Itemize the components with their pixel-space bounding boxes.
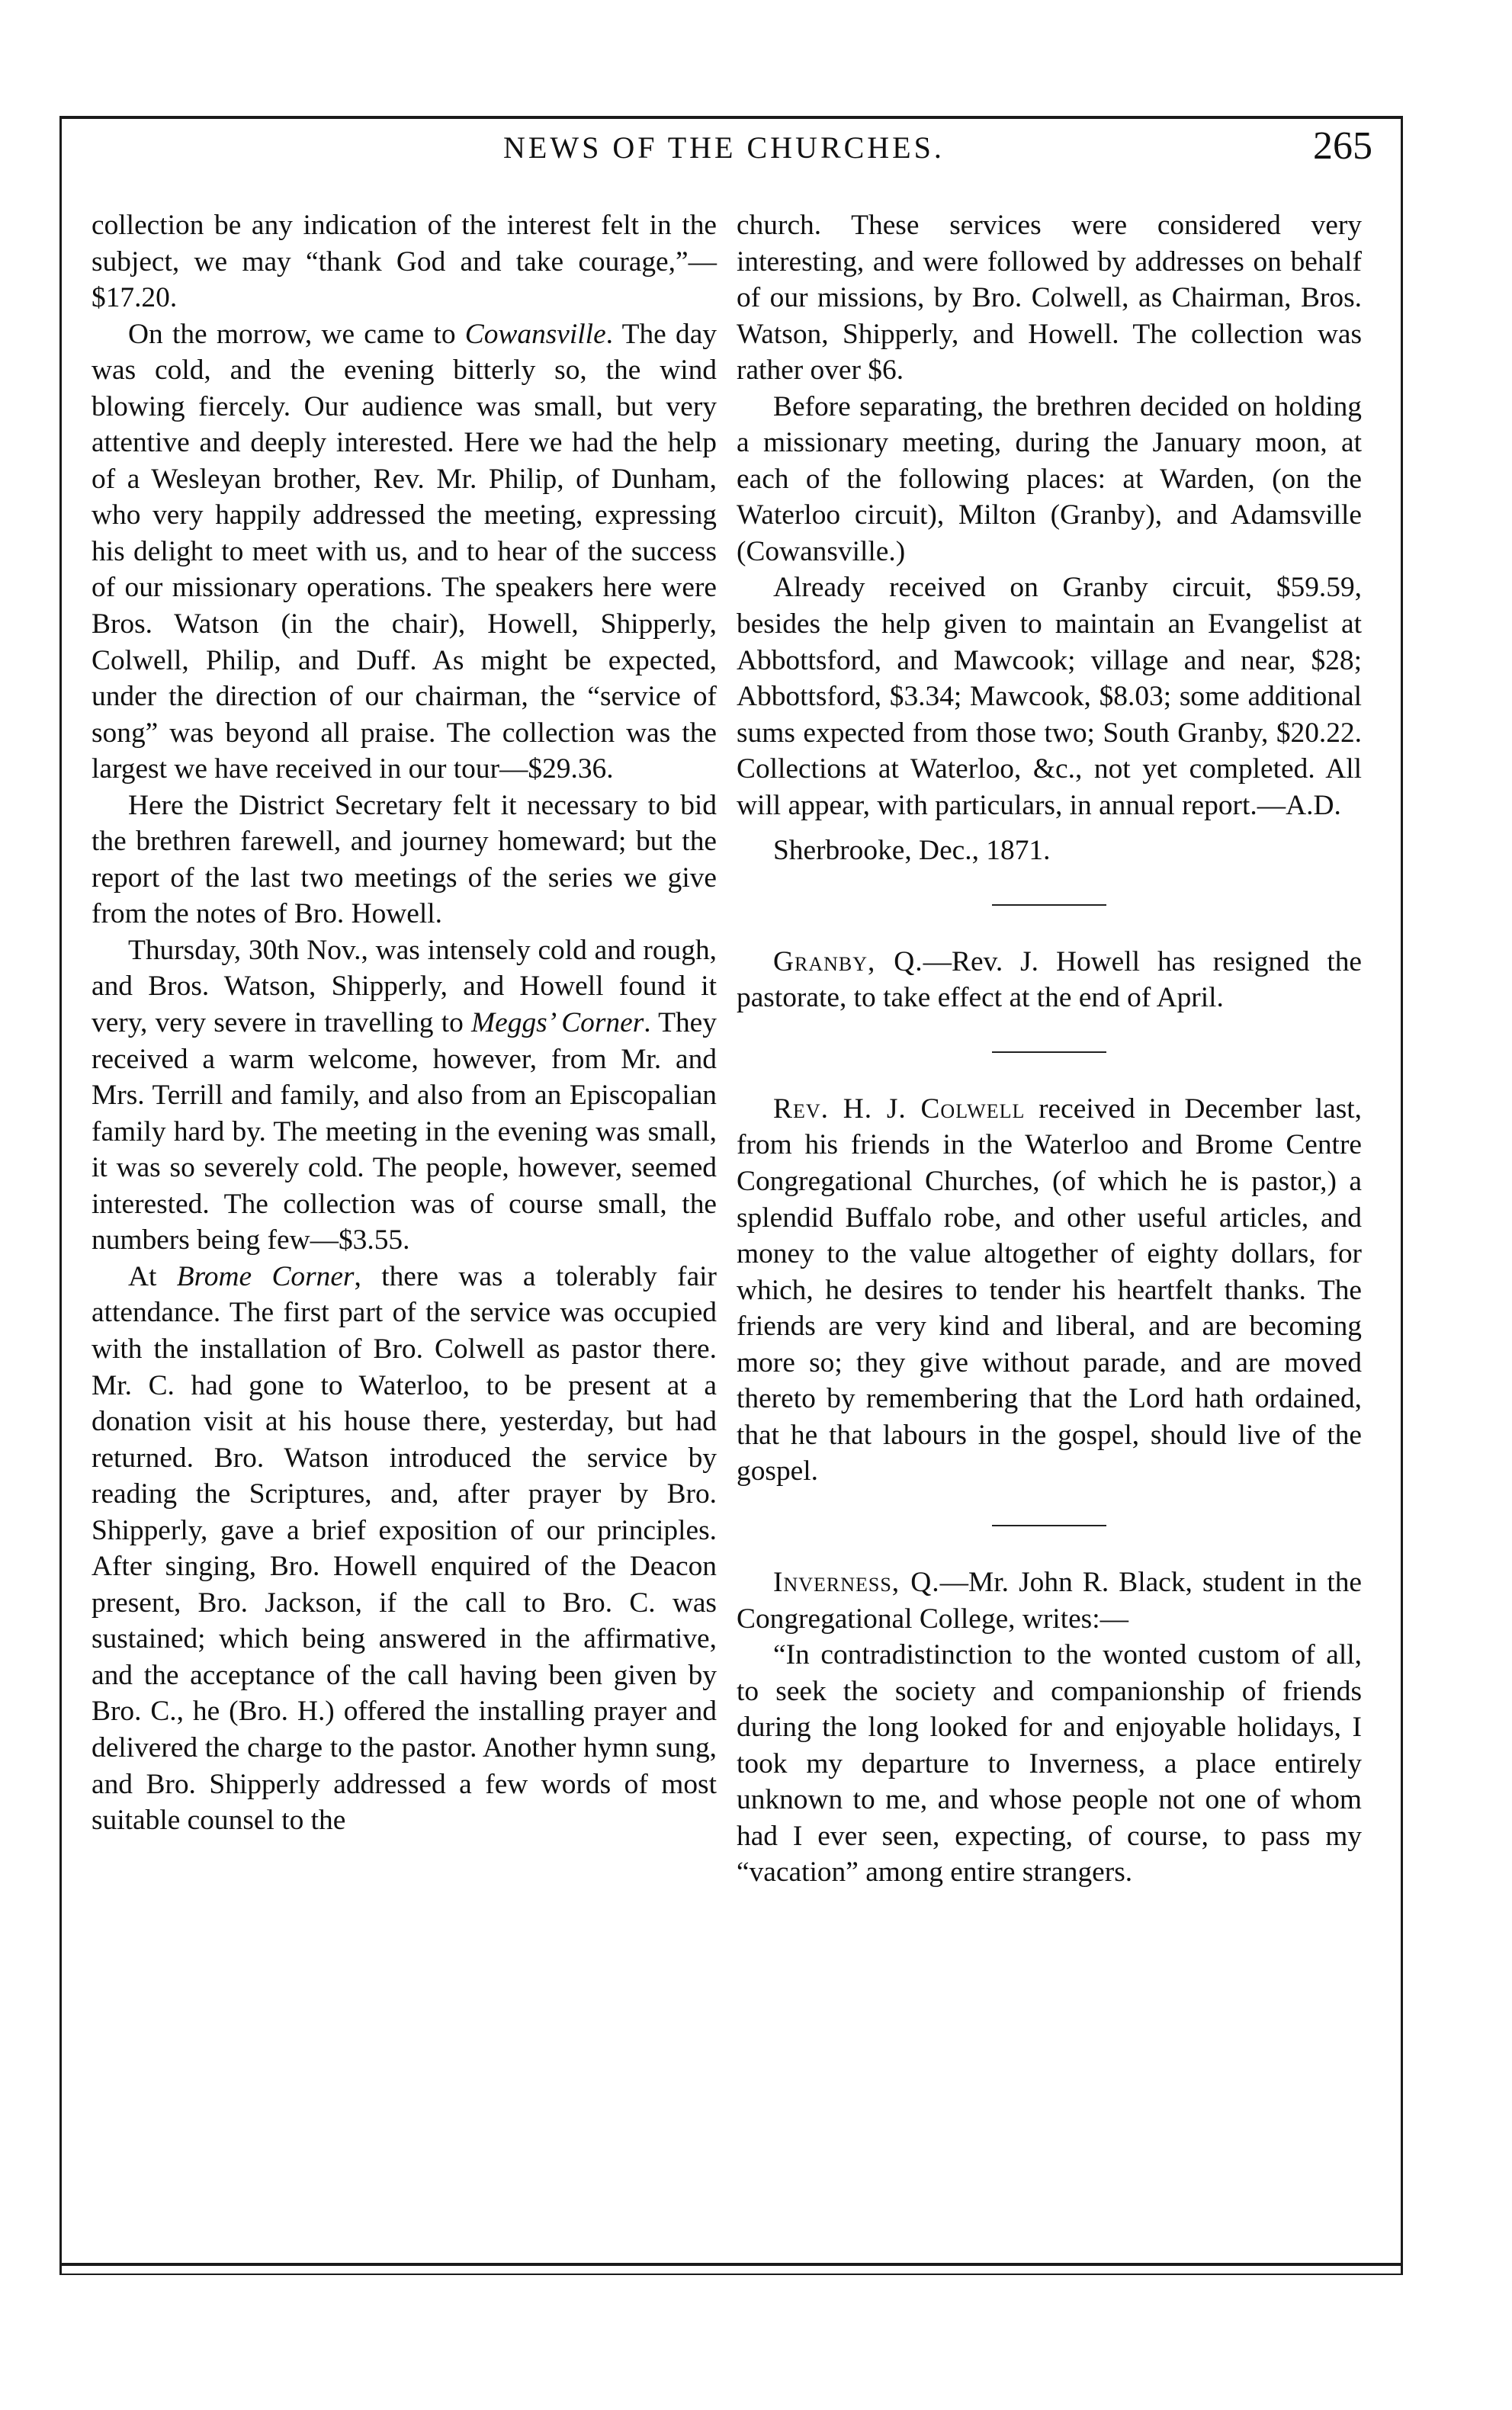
page-number: 265	[1313, 124, 1372, 168]
news-text-inverness: —Mr. John R. Black, student in the Congregational College, writes:—	[737, 1566, 1363, 1635]
paragraph-district-secretary: Here the District Secretary felt it necessary to bid the brethren farewell, and journey homeward; but the report of the last two meetings of the series we give from the notes of Bro. Howell.	[91, 789, 717, 930]
news-item-granby	[737, 944, 1362, 1016]
text-run: . They received a warm welcome, however, from Mr. and Mrs. Terrill and family, and also from an Episcopalian family hard by. The meeting in the evening was small, it was so severely cold. The people, however, seemed interested. The collection was of course small, the numbers being few—$3.55.	[91, 1007, 717, 1256]
news-text-colwell: received in December last, from his friends in the Waterloo and Brome Centre Congregational Churches, (of which he is pastor,) a splendid Buffalo robe, and other useful articles, and money to the value altogether of eighty dollars, for which, he desires to tender his heartfelt thanks. The friends are very kind and liberal, and are becoming more so; they give without parade, and are moved thereto by remembering that the Lord hath ordained, that he that labours in the gospel, should live of the gospel.	[737, 1093, 1362, 1487]
signature-line: Sherbrooke, Dec., 1871.	[773, 835, 1051, 867]
page-header	[91, 124, 1372, 177]
text-run: . The day was cold, and the evening bitterly so, the wind blowing fiercely. Our audience was small, but very attentive and deeply interested. Here we had the help of a Wesleyan brother, Rev. Mr. Philip, of Dunham, who very happily addressed the meeting, expressing his delight to meet with us, and to hear of the success of our missionary operations. The speakers here were Bros. Watson (in the chair), Howell, Shipperly, Colwell, Philip, and Duff. As might be expected, under the direction of our chairman, the “service of song” was beyond all praise. The collection was the largest we have received in our tour—$29.36.	[91, 318, 717, 785]
text-run: Thursday, 30th Nov., was intensely cold and rough, and Bros. Watson, Shipperly, and Howell found it very, very severe in travelling to	[91, 934, 717, 1039]
separator-rule	[992, 1051, 1106, 1053]
place-name-brome-corner: Brome Corner	[176, 1260, 355, 1292]
left-column	[91, 207, 717, 1839]
left-border-rule	[59, 116, 62, 2274]
top-border-rule	[59, 116, 1403, 119]
right-column	[737, 207, 1362, 1891]
place-name-meggs-corner: Meggs’ Corner	[471, 1007, 644, 1039]
paragraph-meggs-corner	[91, 932, 717, 1259]
bottom-border-rule-thin	[59, 2274, 1403, 2275]
news-item-inverness	[737, 1564, 1362, 1637]
news-item-colwell	[737, 1091, 1362, 1490]
news-lead-inverness: Inverness, Q.	[773, 1566, 940, 1598]
text-run: At	[128, 1260, 177, 1292]
news-text-granby: —Rev. J. Howell has resigned the pastorate, to take effect at the end of April.	[737, 945, 1362, 1014]
running-head: NEWS OF THE CHURCHES.	[503, 130, 945, 165]
separator-rule	[992, 1525, 1106, 1526]
news-lead-colwell: Rev. H. J. Colwell	[773, 1093, 1026, 1125]
paragraph-before-separating: Before separating, the brethren decided on holding a missionary meeting, during the January moon, at each of the following places: at Warden, (on the Waterloo circuit), Milton (Granby), and Adamsville (Cowansville.)	[737, 390, 1362, 567]
right-border-rule	[1401, 116, 1403, 2274]
place-name-cowansville: Cowansville	[464, 318, 606, 350]
paragraph-already-received: Already received on Granby circuit, $59.59, besides the help given to maintain an Evangelist at Abbottsford, and Mawcook; village and near, $28; Abbottsford, $3.34; Mawcook, $8.03; some additional sums expected from those two; South Granby, $20.22. Collections at Waterloo, &c., not yet completed. All will appear, with particulars, in annual report.—A.D.	[737, 572, 1362, 821]
news-lead-granby: Granby, Q.	[773, 945, 923, 977]
separator-rule	[992, 904, 1106, 906]
paragraph-collection-cont: collection be any indication of the interest felt in the subject, we may “thank God and take courage,”—$17.20.	[91, 210, 717, 314]
paragraph-brome-corner	[91, 1259, 717, 1839]
paragraph-cowansville	[91, 316, 717, 788]
paragraph-inverness-quote: “In contradistinction to the wonted custom of all, to seek the society and companionship of friends during the long looked for and enjoyable holidays, I took my departure to Inverness, a place entirely unknown to me, and whose people not one of whom had I ever seen, expecting, of course, to pass my “vacation” among entire strangers.	[737, 1639, 1362, 1889]
paragraph-church-cont: church. These services were considered very interesting, and were followed by addresses on behalf of our missions, by Bro. Colwell, as Chairman, Bros. Watson, Shipperly, and Howell. The collection was rather over $6.	[737, 210, 1362, 387]
text-run: On the morrow, we came to	[128, 318, 465, 350]
bottom-border-rule	[59, 2263, 1403, 2266]
text-run: , there was a tolerably fair attendance. The first part of the service was occupied with the installation of Bro. Colwell as pastor there. Mr. C. had gone to Waterloo, to be present at a donation visit at his house there, yesterday, but had returned. Bro. Watson introduced the service by reading the Scriptures, and, after prayer by Bro. Shipperly, gave a brief exposition of our principles. After singing, Bro. Howell enquired of the Deacon present, Bro. Jackson, if the call to Bro. C. was sustained; which being answered in the affirmative, and the acceptance of the call having been given by Bro. C., he (Bro. H.) offered the installing prayer and delivered the charge to the pastor. Another hymn sung, and Bro. Shipperly addressed a few words of most suitable counsel to the	[91, 1260, 717, 1837]
